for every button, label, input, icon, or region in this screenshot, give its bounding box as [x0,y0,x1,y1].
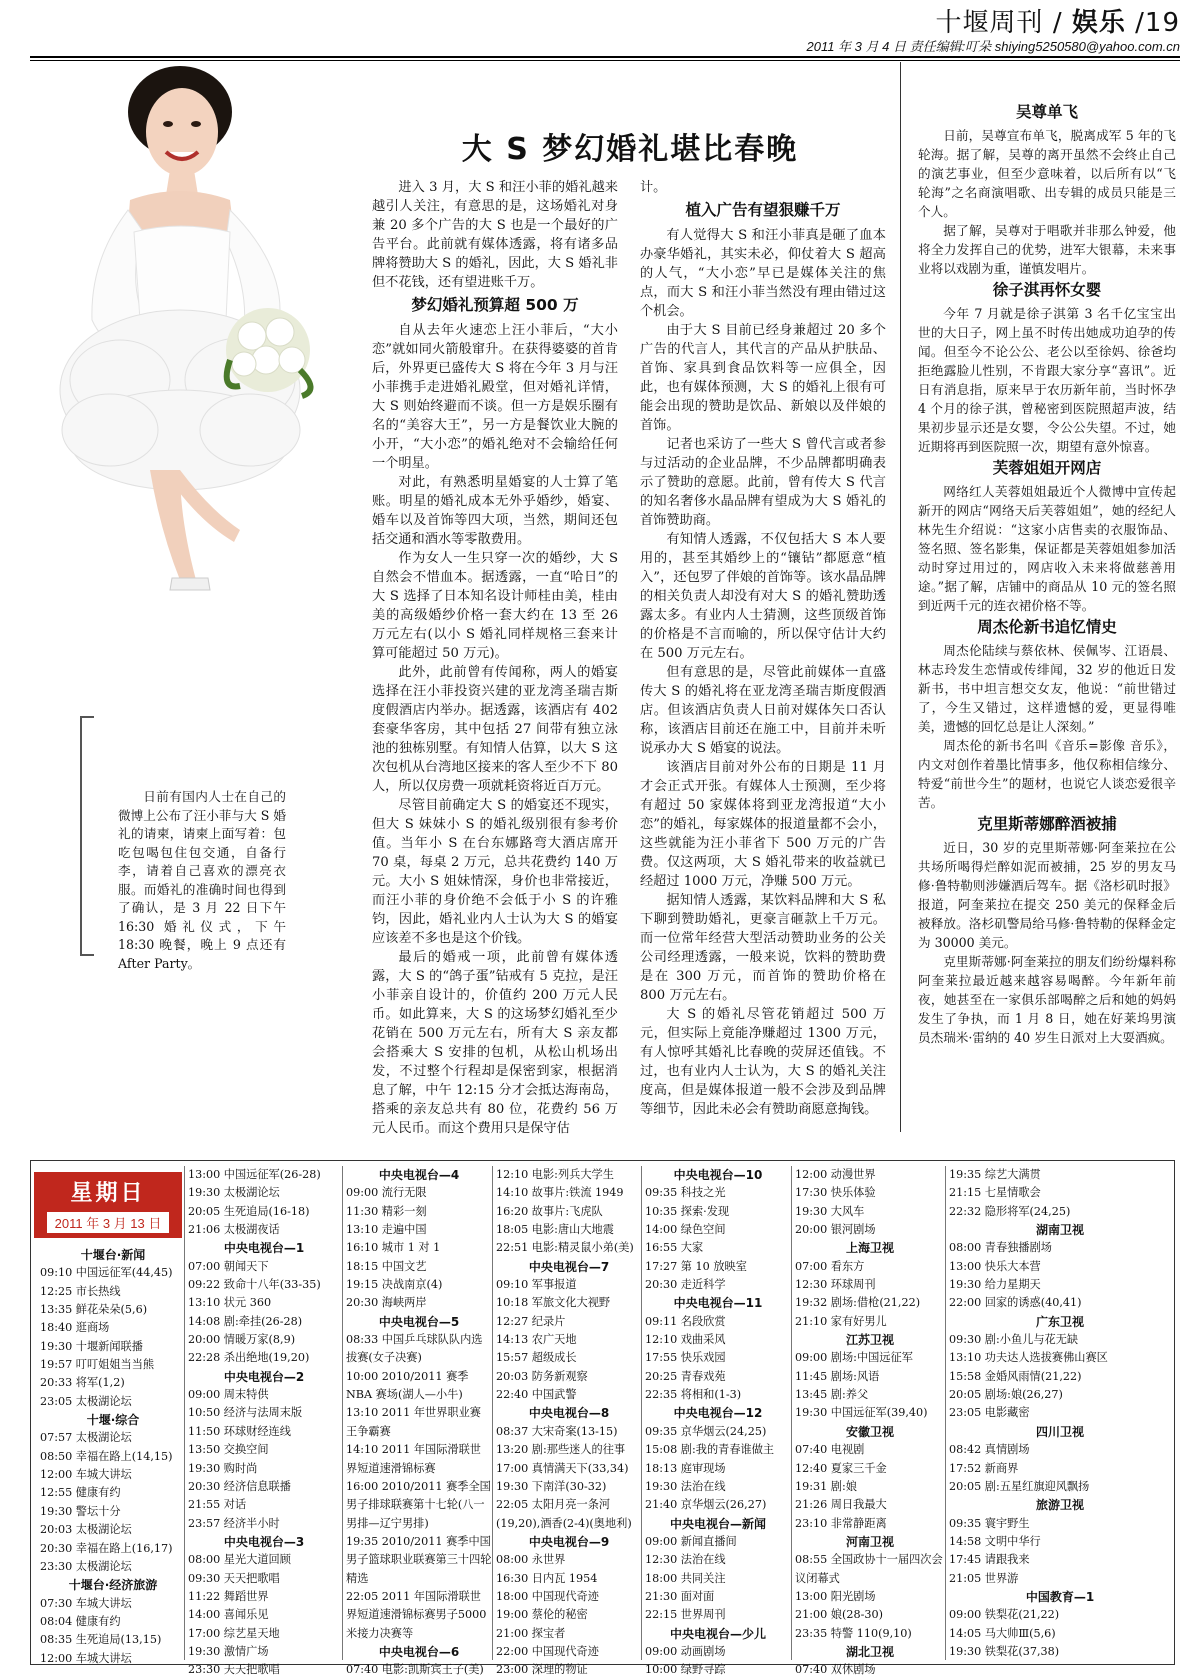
tv-program: 20:25 青春戏苑 [645,1369,726,1383]
tv-program: 17:55 快乐戏园 [645,1351,726,1365]
tv-channel-name: 安徽卫视 [845,1424,894,1439]
tv-program: 08:04 健康有约 [40,1614,121,1628]
tv-program: 09:00 动画剧场 [645,1644,726,1658]
tv-program: 11:30 精彩一刻 [346,1204,427,1218]
tv-program: 14:10 故事片:铁流 1949 [496,1186,624,1200]
article-paragraph: 有知情人透露，不仅包括大 S 本人要用的，甚至其婚纱上的“镶钻”都愿意“植入”，还包罗了伴娘的首饰等。该水晶品牌的相关负责人却没有对大 S 的婚礼赞助透露太多。有业内人士猜测，这些顶级首饰的价格是不言而喻的，所以保守估计大约在 500 万元左右。 [640,532,886,661]
sidebar-paragraph: 据了解，吴尊对于唱歌并非那么钟爱，他将全力发挥自己的优势，进军大银幕，未来事业将以戏剧为重，谨慎发唱片。 [918,223,1176,276]
tv-program: 13:00 阳光剧场 [795,1589,876,1603]
tv-program: 09:35 寰宇野生 [949,1516,1030,1530]
masthead: 十堰周刊 / 娱乐 /19 [935,8,1180,38]
tv-program: 20:03 防务新观察 [496,1369,588,1383]
tv-program: 17:00 综艺星天地 [188,1626,280,1640]
tv-program: 08:37 大宋奇案(13-15) [496,1424,618,1438]
tv-program: 12:40 夏家三千金 [795,1461,887,1475]
tv-program: 18:13 庭审现场 [645,1461,726,1475]
tv-program: 09:00 铁梨花(21,22) [949,1608,1060,1622]
article-title: 大 S 梦幻婚礼堪比春晚 [461,132,799,167]
article-paragraph: 但有意思的是，尽管此前媒体一直盛传大 S 的婚礼将在亚龙湾圣瑞吉斯度假酒店。但该酒店负责人日前对媒体矢口否认称，该酒店目前还在施工中，目前并未听说承办大 S 婚宴的说法。 [640,665,886,756]
tv-program: 13:10 状元 360 [188,1296,272,1310]
tv-program: 13:10 2011 年世界职业赛王争霸赛 [346,1406,481,1438]
tv-column [40,1246,186,1665]
tv-program: 10:00 绿野寻踪 [645,1663,726,1677]
tv-program: 09:00 剧场:中国远征军 [795,1351,913,1365]
tv-day: 星期日 [70,1181,146,1206]
tv-program: 20:33 将军(1,2) [40,1376,125,1390]
tv-channel-name: 河南卫视 [845,1534,894,1549]
tv-program: 11:22 舞蹈世界 [188,1589,269,1603]
tv-program: 22:05 2011 年国际滑联世界短道速滑锦标赛男子5000 米接力决赛等 [346,1589,487,1640]
tv-channel-name: 中央电视台—9 [528,1534,610,1549]
tv-program: 08:00 青春独播剧场 [949,1241,1052,1255]
tv-program: 12:00 动漫世界 [795,1168,876,1181]
tv-column-divider [641,1166,642,1660]
tv-program: 07:40 双休剧场 [795,1663,876,1677]
tv-program: 19:30 激情广场 [188,1644,269,1658]
article-paragraph: 据知情人透露，某饮料品牌和大 S 私下聊到赞助婚礼，更豪言砸款上千万元。而一位常年经营大型活动赞助业务的公关公司经理透露，一般来说，饮料的赞助费是在 300 万元，而首饰的赞助价格在 800 万元左右。 [640,893,886,1003]
tv-program: 13:35 鲜花朵朵(5,6) [40,1303,148,1317]
tv-program: 18:00 中国现代奇迹 [496,1589,599,1603]
tv-program: 22:00 回家的诱惑(40,41) [949,1296,1082,1310]
tv-program: 12:30 法治在线 [645,1553,726,1567]
tv-program: 15:57 超级成长 [496,1351,577,1365]
tv-program: 13:10 走遍中国 [346,1223,427,1237]
tv-program: 17:52 新商界 [949,1461,1019,1475]
tv-program: 14:13 农广天地 [496,1333,577,1347]
tv-program: 08:35 生死追局(13,15) [40,1633,162,1647]
tv-channel-name: 中央电视台—2 [223,1369,305,1384]
tv-program: 16:00 2010/2011 赛季全国男子排球联赛第十七轮(八一男排—辽宁男排) [346,1479,491,1530]
tv-program: 21:05 世界游 [949,1571,1019,1585]
bride-photo [30,60,360,620]
tv-program: 09:10 军事报道 [496,1278,577,1292]
sidebar-headline: 芙蓉姐姐开网店 [992,459,1102,477]
article-paragraph: 自从去年火速恋上汪小菲后，“大小恋”就如同火箭般窜升。在获得婆婆的首肯后，外界更已盛传大 S 将在今年 3 月与汪小菲携手走进婚礼殿堂，但对婚礼详情，大 S 则始终避而不谈。但一方是娱乐圈有名的“美容大王”，另一方是餐饮业大腕的小开，“大小恋”的婚礼绝对不会输给任何一个明星。 [372,323,618,471]
tv-channel-name: 江苏卫视 [845,1333,894,1348]
issue-line: 2011 年 3 月 4 日 责任编辑:叮朵 shiying5250580@yahoo.com.cn [806,39,1180,54]
tv-program: 21:26 周日我最大 [795,1498,887,1512]
tv-program: 23:05 太极湖论坛 [40,1394,132,1408]
tv-program: 12:55 健康有约 [40,1486,121,1500]
sidebar-paragraph: 日前，吴尊宣布单飞，脱离成军 5 年的飞轮海。据了解，吴尊的离开虽然不会终止自己的演艺事业，但至少意味着，以后所有以“飞轮海”之名商演唱歌、出专辑的成员只能是三个人。 [918,128,1176,219]
tv-program: 18:00 共同关注 [645,1571,726,1585]
tv-program: 17:27 第 10 放映室 [645,1259,747,1273]
tv-program: 13:00 中国远征军(26-28) [188,1168,321,1181]
tv-program: 23:00 深理的物证 [496,1663,588,1677]
caption-bracket [80,716,94,956]
tv-program: 09:00 流行无限 [346,1186,427,1200]
header-rule [30,56,1180,58]
tv-program: 12:27 纪录片 [496,1314,566,1328]
article-paragraph: 大 S 的婚礼尽管花销超过 500 万元，但实际上竟能净赚超过 1300 万元，有人惊呼其婚礼比春晚的荧屏还值钱。不过，也有业内人士认为，大 S 的婚礼关注度高，但是媒体报道一般不会涉及到品牌等细节，因此未必会有赞助商愿意掏钱。 [640,1007,886,1117]
tv-program: 13:00 快乐大本营 [949,1259,1041,1273]
tv-program: 22:28 杀出绝地(19,20) [188,1351,310,1365]
tv-program: 21:06 太极湖夜话 [188,1223,280,1237]
tv-column-divider [791,1166,792,1660]
tv-program: 23:57 经济半小时 [188,1516,280,1530]
tv-program: 14:10 2011 年国际滑联世界短道速滑锦标赛 [346,1443,481,1475]
tv-program: 19:15 决战南京(4) [346,1278,443,1292]
tv-program: 09:00 周末特供 [188,1388,269,1402]
article-paragraph: 进入 3 月，大 S 和汪小菲的婚礼越来越引人关注，有意思的是，这场婚礼对身兼 20 多个广告的大 S 也是一个最好的广告平台。此前就有媒体透露，将有诸多品牌将赞助大 S 的婚礼，因此，大 S 婚礼非但不花钱，还有望进账千万。 [372,180,618,290]
article-paragraph: 最后的婚戒一项，此前曾有媒体透露，大 S 的“鸽子蛋”钻戒有 5 克拉，是汪小菲亲自设计的，价值约 200 万元人民币。如此算来，大 S 的这场梦幻婚礼至少花销在 500 万元左右，所有大 S 亲友都会搭乘大 S 安排的包机，从松山机场出发，不过整个行程却是保密到家，根据消息了解，中午 12:15 分才会抵达海南岛，搭乘的亲友总共有 80 位，花费约 56 万元人民币。而这个费用只是保守估 [372,950,618,1136]
tv-program: 10:50 经济与法周末版 [188,1406,303,1420]
tv-program: 20:05 剧:五星红旗迎风飘扬 [949,1479,1090,1493]
article-paragraph: 作为女人一生只穿一次的婚纱，大 S 自然会不惜血本。据透露，一直“哈日”的大 S 选择了日本知名设计师桂由美，桂由美的高级婚纱价格一套大约在 13 至 26 万元左右(以小 S 婚礼同样规格三套来计算可能超过 50 万元)。 [372,551,618,661]
article-paragraph: 计。 [640,180,667,195]
tv-channel-name: 中央电视台—8 [528,1406,610,1421]
tv-program: 08:42 真情剧场 [949,1443,1030,1457]
tv-channel-name: 中央电视台—4 [378,1168,460,1182]
article-column-2 [640,178,886,1119]
tv-channel-name: 湖南卫视 [1035,1223,1084,1238]
tv-program: 18:15 中国文艺 [346,1259,427,1273]
tv-program: 21:55 对话 [188,1498,247,1512]
tv-program: 20:30 走近科学 [645,1278,726,1292]
tv-program: 19:32 剧场:借枪(21,22) [795,1296,921,1310]
tv-program: 14:05 马大帅Ⅲ(5,6) [949,1626,1056,1640]
tv-program: 19:30 十堰新闻联播 [40,1339,143,1353]
tv-program: 19:57 叮叮姐姐当当熊 [40,1358,155,1372]
sidebar-paragraph: 今年 7 月就是徐子淇第 3 名千亿宝宝出世的大日子，网上虽不时传出她成功迫孕的传闻。但至今不论公公、老公以至徐妈、徐爸均拒绝露脸儿性别，不肯跟大家分享“喜讯”。近日有消息指，原来早于农历新年前，当时怀孕 4 个月的徐子淇，曾秘密到医院照超声波，结果初步显示还是女婴，令公公失望。不过，她近期将再到医院照一次，期望有意外惊喜。 [918,306,1176,454]
tv-column-divider [184,1166,185,1660]
tv-program: 22:00 中国现代奇迹 [496,1644,599,1658]
sidebar-headline: 吴尊单飞 [1015,103,1078,121]
caption-text: 日前有国内人士在自己的微博上公布了汪小菲与大 S 婚礼的请柬，请柬上面写着：包吃包喝包住包交通，自备行李，请着自己喜欢的漂亮衣服。而婚礼的准确时间也得到了确认，是 3 月 22 日下午 16:30 婚礼仪式，下午 18:30 晚餐，晚上 9 点还有 After Party。 [118,789,286,971]
tv-program: 23:35 特警 110(9,10) [795,1626,912,1640]
tv-program: 10:35 探索·发现 [645,1204,730,1218]
tv-program: 14:58 文明中华行 [949,1534,1041,1548]
tv-column [645,1166,791,1677]
tv-column-divider [945,1166,946,1660]
tv-program: 19:30 中国远征军(39,40) [795,1406,928,1420]
masthead-section: 娱乐 [1071,8,1126,38]
tv-program: 19:35 综艺大满贯 [949,1168,1041,1181]
tv-program: 07:40 电影:凯斯宾王子(美) [346,1663,484,1677]
tv-program: 17:45 请跟我来 [949,1553,1030,1567]
sidebar-paragraph: 克里斯蒂娜·阿奎莱拉的朋友们纷纷爆料称阿奎莱拉最近越来越容易喝醉。今年新年前夜，她甚至在一家俱乐部喝醉之后和她的妈妈发生了争执，而 1 月 8 日，她在好莱坞男演员杰瑞米·雷纳的 40 岁生日派对上大耍酒疯。 [918,954,1176,1045]
tv-channel-name: 中央电视台—5 [378,1314,460,1329]
tv-channel-name: 中国教育—1 [1025,1589,1095,1604]
tv-program: 19:30 太极湖论坛 [188,1186,280,1200]
tv-column [795,1166,945,1677]
tv-program: 22:35 将相和(1-3) [645,1388,742,1402]
tv-channel-name: 湖北卫视 [845,1644,894,1659]
tv-program: 21:00 探宝者 [496,1626,566,1640]
tv-program: 19:30 大风车 [795,1204,865,1218]
tv-program: 11:45 剧场:风语 [795,1369,880,1383]
tv-program: 10:18 军旅文化大视野 [496,1296,611,1310]
tv-channel-name: 中央电视台—6 [378,1644,460,1659]
tv-program: 08:00 永世界 [496,1553,566,1567]
sidebar-paragraph: 周杰伦陆续与蔡依林、侯佩岑、江语晨、林志玲发生恋情或传绯闻，32 岁的他近日发新书，书中坦言想交女友，他说：“前世错过了，今生又错过，这样遗憾的爱，更显得唯美，遗憾的回忆总是让人深刻。” [918,643,1176,734]
sidebar-headline: 周杰伦新书追忆情史 [977,618,1117,636]
tv-program: 18:40 逛商场 [40,1321,110,1335]
article-paragraph: 记者也采访了一些大 S 曾代言或者参与过活动的企业品牌，不少品牌都明确表示了赞助的意愿。此前，曾有传大 S 代言的知名奢侈水晶品牌有望成为大 S 婚礼的首饰赞助商。 [640,437,886,528]
tv-program: 23:10 非常静距离 [795,1516,887,1530]
tv-program: 10:00 2010/2011 赛季NBA 赛场(湖人—小牛) [346,1369,469,1402]
tv-column [496,1166,642,1677]
tv-program: 08:55 全国政协十一届四次会议闭幕式 [795,1553,943,1585]
tv-program: 12:00 车城大讲坛 [40,1468,132,1482]
tv-program: 09:11 名段欣赏 [645,1314,726,1328]
tv-program: 08:50 幸福在路上(14,15) [40,1449,173,1463]
tv-channel-name: 十堰·综合 [86,1413,140,1428]
tv-program: 20:05 剧场:娘(26,27) [949,1388,1063,1402]
tv-channel-name: 旅游卫视 [1035,1498,1084,1513]
tv-channel-name: 中央电视台—1 [223,1241,305,1256]
tv-program: 07:00 朝闻天下 [188,1259,269,1273]
sidebar-paragraph: 周杰伦的新书名叫《音乐=影像 音乐》，内文对创作着墨比情事多，他仅称相信缘分、特爱“前世今生”的题材，也说它人谈恋爱很辛苦。 [918,738,1176,810]
sidebar-news [918,100,1176,1047]
tv-channel-name: 十堰台·经济旅游 [68,1578,158,1593]
tv-program: 18:05 电影:唐山大地震 [496,1223,614,1237]
tv-program: 16:55 大家 [645,1241,704,1255]
tv-program: 12:25 市长热线 [40,1284,121,1298]
article-paragraph: 尽管目前确定大 S 的婚宴还不现实，但大 S 妹妹小 S 的婚礼级别很有参考价值。当年小 S 在台东娜路弯大酒店席开 70 桌，每桌 2 万元，总共花费约 140 万元。大小 S 姐妹情深，身价也非常接近，而汪小菲的身价绝不会低于小 S 的许雅钧，因此，婚礼业内人士认为大 S 的婚宴应该差不多也是这个价钱。 [372,798,618,946]
tv-program: 19:30 购时尚 [188,1461,258,1475]
tv-channel-name: 中央电视台—3 [223,1534,305,1549]
tv-program: 22:40 中国武警 [496,1388,577,1402]
tv-program: 22:05 太阳月亮一条河(19,20),酒香(2-4)(奥地利) [496,1498,632,1530]
tv-program: 14:00 喜闻乐见 [188,1608,269,1622]
tv-program: 09:35 科技之光 [645,1186,726,1200]
tv-program: 09:30 剧:小鱼儿与花无缺 [949,1333,1079,1347]
tv-channel-name: 中央电视台—12 [673,1406,763,1421]
tv-program: 19:30 法治在线 [645,1479,726,1493]
tv-program: 20:00 情暖万家(8,9) [188,1333,296,1347]
tv-channel-name: 广东卫视 [1035,1314,1084,1329]
tv-program: 20:30 海峡两岸 [346,1296,427,1310]
tv-date: 2011 年 3 月 13 日 [46,1211,171,1234]
tv-program: 19:35 2010/2011 赛季中国男子篮球职业联赛第三十四轮精选 [346,1534,492,1585]
tv-program: 21:10 家有好男儿 [795,1314,887,1328]
tv-program: 21:40 京华烟云(26,27) [645,1498,767,1512]
tv-program: 07:57 太极湖论坛 [40,1431,132,1445]
tv-program: 19:30 给力星期天 [949,1278,1041,1292]
tv-program: 19:30 下南洋(30-32) [496,1479,607,1493]
tv-program: 22:15 世界周刊 [645,1608,726,1622]
tv-program: 13:10 功夫达人选拔赛佛山赛区 [949,1351,1108,1365]
tv-program: 07:00 看东方 [795,1259,865,1273]
tv-program: 16:30 日内瓦 1954 [496,1571,598,1585]
tv-program: 15:58 金婚风雨情(21,22) [949,1369,1082,1383]
tv-program: 09:30 天天把歌唱 [188,1571,280,1585]
tv-program: 22:51 电影:精灵鼠小弟(美) [496,1241,634,1255]
article-paragraph: 此外，此前曾有传闻称，两人的婚宴选择在汪小菲投资兴建的亚龙湾圣瑞吉斯度假酒店内举办。据透露，该酒店有 402 套豪华客房，其中包括 27 间带有独立泳池的独栋别墅。有知情人估算，以大 S 这次包机从台湾地区接来的客人至少不下 80 人，所以仅房费一项就耗资将近百万元。 [372,665,618,794]
tv-program: 12:00 车城大讲坛 [40,1651,132,1665]
tv-program: 13:45 剧:养父 [795,1388,869,1402]
tv-program: 13:20 剧:那些迷人的往事 [496,1443,626,1457]
tv-program: 20:05 生死追局(16-18) [188,1204,310,1218]
tv-program: 13:50 交换空间 [188,1443,269,1457]
tv-channel-name: 中央电视台—7 [528,1259,610,1274]
tv-program: 21:00 娘(28-30) [795,1608,883,1622]
photo-caption [118,788,286,973]
tv-channel-name: 中央电视台—新闻 [669,1516,766,1531]
masthead-paper: 十堰周刊 [935,8,1044,38]
article-paragraph: 对此，有熟悉明星婚宴的人士算了笔账。明星的婚礼成本无外乎婚纱，婚宴、婚车以及首饰等四大项，当然，期间还包括交通和酒水等零散费用。 [372,475,618,547]
article-column-1 [372,178,618,1138]
tv-column [188,1166,340,1677]
tv-program: 15:08 剧:我的青春谁做主 [645,1443,775,1457]
tv-channel-name: 十堰台·新闻 [80,1248,146,1262]
tv-program: 19:00 蔡伦的秘密 [496,1608,588,1622]
tv-program: 23:30 天天把歌唱 [188,1663,280,1677]
tv-program: 12:10 戏曲采风 [645,1333,726,1347]
tv-program: 19:30 铁梨花(37,38) [949,1644,1060,1658]
tv-program: 11:50 环球财经连线 [188,1424,291,1438]
sidebar-headline: 徐子淇再怀女婴 [992,281,1102,299]
tv-program: 22:32 隐形将军(24,25) [949,1204,1071,1218]
tv-channel-name: 四川卫视 [1035,1424,1084,1439]
column-divider [900,62,901,1132]
tv-program: 09:35 京华烟云(24,25) [645,1424,767,1438]
tv-program: 23:30 太极湖论坛 [40,1559,132,1573]
sidebar-headline: 克里斯蒂娜醉酒被捕 [977,815,1117,833]
article-paragraph: 由于大 S 目前已经身兼超过 20 多个广告的代言人，其代言的产品从护肤品、首饰、家具到食品饮料等一应俱全，因此，也有媒体预测，大 S 的婚礼上很有可能会出现的赞助是饮品、新娘以及伴娘的首饰。 [640,323,886,433]
page-number: 19 [1144,8,1180,38]
article-paragraph: 该酒店目前对外公布的日期是 11 月才会正式开张。有媒体人士预测，至少将有超过 50 家媒体将到亚龙湾报道“大小恋”的婚礼，每家媒体的报道量都不会小，这些就能为汪小菲省下 500 万元的广告费。仅这两项，大 S 婚礼带来的收益就已经超过 1000 万元，净赚 500 万元。 [640,760,886,889]
tv-program: 09:22 致命十八年(33-35) [188,1278,321,1292]
tv-channel-name: 中央电视台—少儿 [669,1626,766,1641]
tv-program: 09:10 中国远征军(44,45) [40,1266,173,1280]
tv-column [346,1166,492,1677]
section-heading: 梦幻婚礼预算超 500 万 [411,296,579,314]
tv-program: 20:03 太极湖论坛 [40,1523,132,1537]
tv-program: 16:10 城市 1 对 1 [346,1241,441,1255]
tv-program: 08:33 中国乒乓球队队内选拔赛(女子决赛) [346,1333,483,1365]
tv-program: 09:00 新闻直播间 [645,1534,737,1548]
tv-program: 23:05 电影藏密 [949,1406,1030,1420]
article-paragraph: 有人觉得大 S 和汪小菲真是砸了血本办豪华婚礼，其实未必，仰仗着大 S 超高的人气，“大小恋”早已是媒体关注的焦点，而大 S 和汪小菲当然没有理由错过这个机会。 [640,228,886,319]
tv-program: 21:30 面对面 [645,1589,715,1603]
tv-channel-name: 中央电视台—11 [673,1296,763,1311]
sidebar-paragraph: 近日，30 岁的克里斯蒂娜·阿奎莱拉在公共场所喝得烂醉如泥而被捕，25 岁的男友马修·鲁特勒则涉嫌酒后驾车。据《洛杉矶时报》报道，阿奎莱拉在提交 250 美元的保释金后被释放。洛杉矶警局给马修·鲁特勒的保释金定为 30000 美元。 [918,840,1176,950]
tv-column-divider [342,1166,343,1660]
tv-program: 21:15 七星情歌会 [949,1186,1041,1200]
tv-channel-name: 上海卫视 [845,1241,894,1256]
tv-program: 12:30 环球周刊 [795,1278,876,1292]
tv-program: 12:10 电影:列兵大学生 [496,1168,614,1181]
tv-program: 19:31 剧:娘 [795,1479,857,1493]
section-heading: 植入广告有望狠赚千万 [685,201,841,219]
tv-program: 20:00 银河剧场 [795,1223,876,1237]
tv-program: 17:30 快乐体验 [795,1186,876,1200]
tv-channel-name: 中央电视台—10 [673,1168,763,1182]
tv-program: 20:30 经济信息联播 [188,1479,291,1493]
tv-program: 08:00 星光大道回顾 [188,1553,291,1567]
sidebar-paragraph: 网络红人芙蓉姐姐最近个人微博中宣传起新开的网店“网络天后芙蓉姐姐”，她的经纪人林先生介绍说：“这家小店售卖的衣服饰品、签名照、签名影集，保证都是芙蓉姐姐参加活动时穿过用过的，网店收入未来将做慈善用途。”据了解，店铺中的商品从 10 元的签名照到近两千元的连衣裙价格不等。 [918,484,1176,613]
tv-program: 14:08 剧:牵挂(26-28) [188,1314,303,1328]
tv-program: 14:00 绿色空间 [645,1223,726,1237]
tv-program: 07:40 电视剧 [795,1443,865,1457]
tv-column [949,1166,1171,1662]
tv-program: 19:30 警坛十分 [40,1504,121,1518]
tv-program: 07:30 车城大讲坛 [40,1596,132,1610]
tv-program: 20:30 幸福在路上(16,17) [40,1541,173,1555]
tv-day-banner [34,1172,182,1238]
tv-program: 17:00 真情满天下(33,34) [496,1461,629,1475]
tv-program: 16:20 故事片:飞虎队 [496,1204,603,1218]
tv-column-divider [492,1166,493,1660]
